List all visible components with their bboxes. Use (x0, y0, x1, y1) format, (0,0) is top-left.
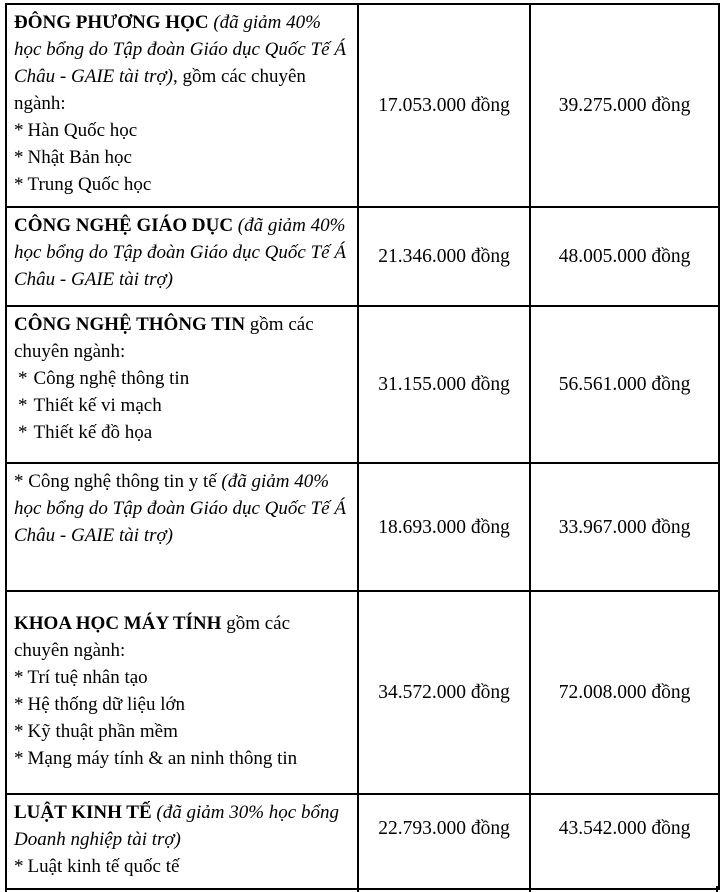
list-item: * Trung Quốc học (14, 174, 152, 195)
list-item: * Mạng máy tính & an ninh thông tin (14, 748, 298, 769)
list-item: * Công nghệ thông tin (18, 368, 190, 389)
tuition-table (5, 3, 720, 890)
program-suffix: gồm các chuyên ngành: (14, 613, 291, 661)
program-title: CÔNG NGHỆ GIÁO DỤC (14, 215, 234, 236)
program-cell (6, 794, 358, 889)
table-row (6, 463, 719, 591)
list-item: * Thiết kế vi mạch (18, 395, 162, 416)
program-cell (6, 463, 358, 591)
fee-cell-2: 56.561.000 đồng (530, 306, 719, 463)
next-row-edge (5, 886, 718, 892)
fee-cell-2: 48.005.000 đồng (530, 207, 719, 306)
fee-cell-1: 18.693.000 đồng (358, 463, 530, 591)
fee-cell-1: 17.053.000 đồng (358, 4, 530, 207)
table-row (6, 306, 719, 463)
fee-cell-1: 31.155.000 đồng (358, 306, 530, 463)
fee-cell-1: 22.793.000 đồng (358, 794, 530, 889)
program-suffix: gồm các chuyên ngành: (14, 314, 314, 362)
list-item: * Nhật Bản học (14, 147, 132, 168)
table-row (6, 4, 719, 207)
list-item: * Thiết kế đồ họa (18, 422, 153, 443)
fee-cell-1: 34.572.000 đồng (358, 591, 530, 794)
fee-cell-2: 39.275.000 đồng (530, 4, 719, 207)
fee-cell-2: 33.967.000 đồng (530, 463, 719, 591)
fee-cell-2: 43.542.000 đồng (530, 794, 719, 889)
program-title: CÔNG NGHỆ THÔNG TIN (14, 314, 246, 335)
program-lead: * Công nghệ thông tin y tế (14, 471, 217, 492)
program-note: (đã giảm 40% học bổng do Tập đoàn Giáo dục Quốc Tế Á Châu - GAIE tài trợ) (14, 215, 346, 290)
program-cell (6, 591, 358, 794)
list-item: * Hệ thống dữ liệu lớn (14, 694, 186, 715)
list-item: * Trí tuệ nhân tạo (14, 667, 148, 688)
fee-cell-1: 21.346.000 đồng (358, 207, 530, 306)
table-row (6, 207, 719, 306)
program-cell (6, 207, 358, 306)
fee-cell-2: 72.008.000 đồng (530, 591, 719, 794)
program-note: (đã giảm 40% học bổng do Tập đoàn Giáo dục Quốc Tế Á Châu - GAIE tài trợ) (14, 12, 346, 87)
column-divider (529, 886, 531, 892)
program-suffix: , gồm các chuyên ngành: (14, 66, 306, 114)
program-cell (6, 4, 358, 207)
table-row (6, 591, 719, 794)
program-cell (6, 306, 358, 463)
table-row (6, 794, 719, 889)
program-note: (đã giảm 30% học bổng Doanh nghiệp tài trợ) (14, 802, 339, 850)
list-item: * Hàn Quốc học (14, 120, 138, 141)
list-item: * Luật kinh tế quốc tế (14, 856, 180, 877)
program-title: ĐÔNG PHƯƠNG HỌC (14, 12, 209, 33)
program-title: LUẬT KINH TẾ (14, 802, 152, 823)
program-title: KHOA HỌC MÁY TÍNH (14, 613, 222, 634)
list-item: * Kỹ thuật phần mềm (14, 721, 178, 742)
column-divider (357, 886, 359, 892)
program-note: (đã giảm 40% học bổng do Tập đoàn Giáo dục Quốc Tế Á Châu - GAIE tài trợ) (14, 471, 346, 546)
